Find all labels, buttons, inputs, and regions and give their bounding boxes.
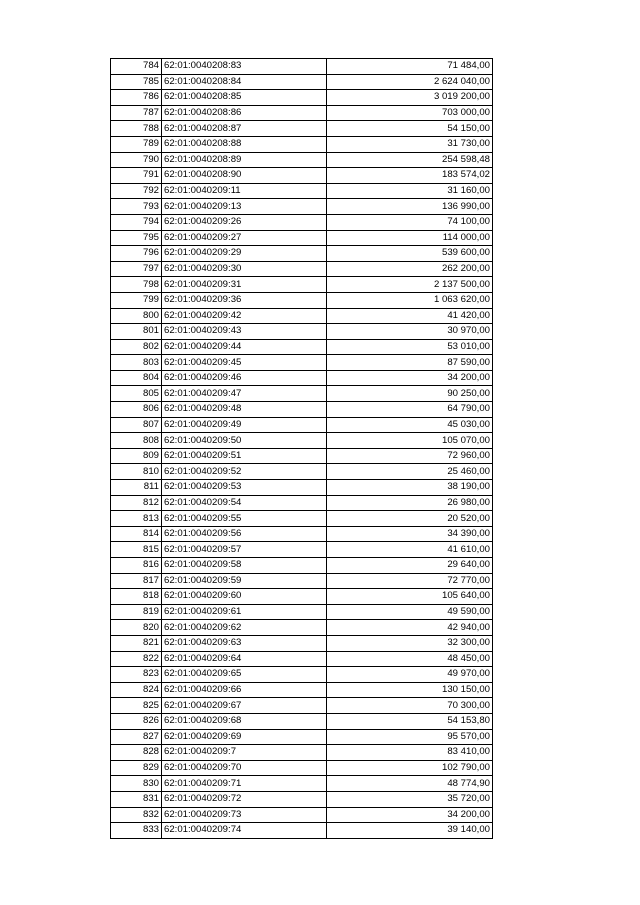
table-row bbox=[111, 324, 493, 340]
table-row bbox=[111, 74, 493, 90]
table-row bbox=[111, 121, 493, 137]
row-number: 793 bbox=[111, 199, 162, 215]
table-row bbox=[111, 433, 493, 449]
row-number: 796 bbox=[111, 246, 162, 262]
cadastral-value: 74 100,00 bbox=[327, 214, 493, 230]
row-number: 795 bbox=[111, 230, 162, 246]
cadastral-value: 254 598,48 bbox=[327, 152, 493, 168]
row-number: 791 bbox=[111, 168, 162, 184]
cadastral-number: 62:01:0040209:74 bbox=[162, 823, 327, 839]
cadastral-value: 130 150,00 bbox=[327, 682, 493, 698]
cadastral-value: 49 590,00 bbox=[327, 604, 493, 620]
cadastral-number: 62:01:0040209:44 bbox=[162, 339, 327, 355]
table-row bbox=[111, 558, 493, 574]
row-number: 813 bbox=[111, 511, 162, 527]
row-number: 786 bbox=[111, 90, 162, 106]
cadastral-value: 30 970,00 bbox=[327, 324, 493, 340]
table-row bbox=[111, 308, 493, 324]
row-number: 819 bbox=[111, 604, 162, 620]
row-number: 812 bbox=[111, 495, 162, 511]
row-number: 810 bbox=[111, 464, 162, 480]
table-row bbox=[111, 168, 493, 184]
row-number: 797 bbox=[111, 261, 162, 277]
row-number: 816 bbox=[111, 558, 162, 574]
cadastral-value: 703 000,00 bbox=[327, 105, 493, 121]
cadastral-value: 54 150,00 bbox=[327, 121, 493, 137]
row-number: 807 bbox=[111, 417, 162, 433]
table-row bbox=[111, 495, 493, 511]
table-row bbox=[111, 651, 493, 667]
row-number: 803 bbox=[111, 355, 162, 371]
row-number: 817 bbox=[111, 573, 162, 589]
cadastral-value: 539 600,00 bbox=[327, 246, 493, 262]
cadastral-value: 70 300,00 bbox=[327, 698, 493, 714]
row-number: 825 bbox=[111, 698, 162, 714]
cadastral-value: 31 730,00 bbox=[327, 136, 493, 152]
cadastral-value: 29 640,00 bbox=[327, 558, 493, 574]
cadastral-number: 62:01:0040209:56 bbox=[162, 526, 327, 542]
row-number: 823 bbox=[111, 667, 162, 683]
table-row bbox=[111, 573, 493, 589]
row-number: 832 bbox=[111, 807, 162, 823]
table-row bbox=[111, 59, 493, 75]
table-row bbox=[111, 355, 493, 371]
table-row bbox=[111, 90, 493, 106]
table-row bbox=[111, 152, 493, 168]
table-row bbox=[111, 261, 493, 277]
cadastral-value: 34 390,00 bbox=[327, 526, 493, 542]
cadastral-number: 62:01:0040209:58 bbox=[162, 558, 327, 574]
table-row bbox=[111, 386, 493, 402]
row-number: 802 bbox=[111, 339, 162, 355]
cadastral-value: 83 410,00 bbox=[327, 745, 493, 761]
cadastral-number: 62:01:0040209:42 bbox=[162, 308, 327, 324]
cadastral-number: 62:01:0040209:55 bbox=[162, 511, 327, 527]
table-row bbox=[111, 760, 493, 776]
table-row bbox=[111, 136, 493, 152]
cadastral-number: 62:01:0040209:52 bbox=[162, 464, 327, 480]
cadastral-number: 62:01:0040209:7 bbox=[162, 745, 327, 761]
cadastral-number: 62:01:0040209:64 bbox=[162, 651, 327, 667]
table-row bbox=[111, 682, 493, 698]
row-number: 822 bbox=[111, 651, 162, 667]
cadastral-value: 71 484,00 bbox=[327, 59, 493, 75]
cadastral-number: 62:01:0040208:89 bbox=[162, 152, 327, 168]
cadastral-number: 62:01:0040209:43 bbox=[162, 324, 327, 340]
cadastral-number: 62:01:0040209:71 bbox=[162, 776, 327, 792]
row-number: 820 bbox=[111, 620, 162, 636]
row-number: 818 bbox=[111, 589, 162, 605]
row-number: 821 bbox=[111, 635, 162, 651]
cadastral-number: 62:01:0040209:72 bbox=[162, 791, 327, 807]
row-number: 828 bbox=[111, 745, 162, 761]
row-number: 806 bbox=[111, 402, 162, 418]
table-row bbox=[111, 183, 493, 199]
table-row bbox=[111, 526, 493, 542]
cadastral-number: 62:01:0040209:61 bbox=[162, 604, 327, 620]
cadastral-number: 62:01:0040209:30 bbox=[162, 261, 327, 277]
table-row bbox=[111, 620, 493, 636]
table-row bbox=[111, 542, 493, 558]
cadastral-value: 35 720,00 bbox=[327, 791, 493, 807]
row-number: 799 bbox=[111, 292, 162, 308]
table-row bbox=[111, 604, 493, 620]
row-number: 784 bbox=[111, 59, 162, 75]
cadastral-number: 62:01:0040209:73 bbox=[162, 807, 327, 823]
row-number: 815 bbox=[111, 542, 162, 558]
table-row bbox=[111, 199, 493, 215]
table-row bbox=[111, 745, 493, 761]
cadastral-number: 62:01:0040209:54 bbox=[162, 495, 327, 511]
row-number: 808 bbox=[111, 433, 162, 449]
row-number: 792 bbox=[111, 183, 162, 199]
cadastral-number: 62:01:0040209:63 bbox=[162, 635, 327, 651]
cadastral-number: 62:01:0040209:62 bbox=[162, 620, 327, 636]
row-number: 830 bbox=[111, 776, 162, 792]
row-number: 787 bbox=[111, 105, 162, 121]
table-row bbox=[111, 511, 493, 527]
cadastral-value: 31 160,00 bbox=[327, 183, 493, 199]
data-table-container bbox=[110, 58, 493, 839]
row-number: 785 bbox=[111, 74, 162, 90]
cadastral-number: 62:01:0040209:67 bbox=[162, 698, 327, 714]
cadastral-number: 62:01:0040209:11 bbox=[162, 183, 327, 199]
cadastral-value: 48 774,90 bbox=[327, 776, 493, 792]
table-body bbox=[111, 59, 493, 839]
table-row bbox=[111, 214, 493, 230]
table-row bbox=[111, 729, 493, 745]
cadastral-number: 62:01:0040209:50 bbox=[162, 433, 327, 449]
table-row bbox=[111, 791, 493, 807]
cadastral-number: 62:01:0040209:60 bbox=[162, 589, 327, 605]
cadastral-value: 105 640,00 bbox=[327, 589, 493, 605]
row-number: 833 bbox=[111, 823, 162, 839]
row-number: 789 bbox=[111, 136, 162, 152]
cadastral-value: 95 570,00 bbox=[327, 729, 493, 745]
cadastral-value: 39 140,00 bbox=[327, 823, 493, 839]
cadastral-value: 102 790,00 bbox=[327, 760, 493, 776]
cadastral-number: 62:01:0040208:85 bbox=[162, 90, 327, 106]
cadastral-value: 53 010,00 bbox=[327, 339, 493, 355]
cadastral-value: 90 250,00 bbox=[327, 386, 493, 402]
cadastral-number: 62:01:0040209:47 bbox=[162, 386, 327, 402]
cadastral-number: 62:01:0040209:26 bbox=[162, 214, 327, 230]
cadastral-number: 62:01:0040209:69 bbox=[162, 729, 327, 745]
row-number: 804 bbox=[111, 370, 162, 386]
cadastral-number: 62:01:0040208:90 bbox=[162, 168, 327, 184]
cadastral-value: 72 770,00 bbox=[327, 573, 493, 589]
cadastral-number: 62:01:0040209:31 bbox=[162, 277, 327, 293]
row-number: 800 bbox=[111, 308, 162, 324]
cadastral-number: 62:01:0040208:87 bbox=[162, 121, 327, 137]
cadastral-value: 48 450,00 bbox=[327, 651, 493, 667]
cadastral-value: 64 790,00 bbox=[327, 402, 493, 418]
row-number: 805 bbox=[111, 386, 162, 402]
cadastral-value: 20 520,00 bbox=[327, 511, 493, 527]
table-row bbox=[111, 807, 493, 823]
row-number: 801 bbox=[111, 324, 162, 340]
table-row bbox=[111, 589, 493, 605]
table-row bbox=[111, 417, 493, 433]
cadastral-number: 62:01:0040209:49 bbox=[162, 417, 327, 433]
cadastral-value: 72 960,00 bbox=[327, 448, 493, 464]
row-number: 831 bbox=[111, 791, 162, 807]
cadastral-value: 136 990,00 bbox=[327, 199, 493, 215]
table-row bbox=[111, 776, 493, 792]
cadastral-value: 262 200,00 bbox=[327, 261, 493, 277]
row-number: 788 bbox=[111, 121, 162, 137]
cadastral-number: 62:01:0040209:45 bbox=[162, 355, 327, 371]
row-number: 798 bbox=[111, 277, 162, 293]
cadastral-number: 62:01:0040209:57 bbox=[162, 542, 327, 558]
table-row bbox=[111, 292, 493, 308]
row-number: 811 bbox=[111, 480, 162, 496]
cadastral-number: 62:01:0040209:53 bbox=[162, 480, 327, 496]
cadastral-value: 114 000,00 bbox=[327, 230, 493, 246]
cadastral-value: 42 940,00 bbox=[327, 620, 493, 636]
table-row bbox=[111, 105, 493, 121]
cadastral-value: 183 574,02 bbox=[327, 168, 493, 184]
cadastral-value: 1 063 620,00 bbox=[327, 292, 493, 308]
row-number: 829 bbox=[111, 760, 162, 776]
table-row bbox=[111, 635, 493, 651]
row-number: 824 bbox=[111, 682, 162, 698]
table-row bbox=[111, 698, 493, 714]
cadastral-value: 105 070,00 bbox=[327, 433, 493, 449]
row-number: 826 bbox=[111, 713, 162, 729]
cadastral-value: 38 190,00 bbox=[327, 480, 493, 496]
cadastral-value: 41 420,00 bbox=[327, 308, 493, 324]
cadastral-value: 45 030,00 bbox=[327, 417, 493, 433]
cadastral-number: 62:01:0040209:13 bbox=[162, 199, 327, 215]
cadastral-number: 62:01:0040209:36 bbox=[162, 292, 327, 308]
row-number: 827 bbox=[111, 729, 162, 745]
cadastral-value: 87 590,00 bbox=[327, 355, 493, 371]
cadastral-value: 41 610,00 bbox=[327, 542, 493, 558]
table-row bbox=[111, 713, 493, 729]
table-row bbox=[111, 230, 493, 246]
table-row bbox=[111, 339, 493, 355]
cadastral-number: 62:01:0040209:48 bbox=[162, 402, 327, 418]
cadastral-value: 49 970,00 bbox=[327, 667, 493, 683]
row-number: 809 bbox=[111, 448, 162, 464]
table-row bbox=[111, 823, 493, 839]
table-row bbox=[111, 480, 493, 496]
cadastral-number: 62:01:0040209:46 bbox=[162, 370, 327, 386]
cadastral-number: 62:01:0040208:84 bbox=[162, 74, 327, 90]
cadastral-value: 2 624 040,00 bbox=[327, 74, 493, 90]
cadastral-number: 62:01:0040208:86 bbox=[162, 105, 327, 121]
cadastral-value: 34 200,00 bbox=[327, 370, 493, 386]
cadastral-value: 54 153,80 bbox=[327, 713, 493, 729]
table-row bbox=[111, 402, 493, 418]
cadastral-number: 62:01:0040209:65 bbox=[162, 667, 327, 683]
cadastral-value: 2 137 500,00 bbox=[327, 277, 493, 293]
cadastral-number: 62:01:0040208:83 bbox=[162, 59, 327, 75]
cadastral-value: 34 200,00 bbox=[327, 807, 493, 823]
row-number: 790 bbox=[111, 152, 162, 168]
cadastral-value: 32 300,00 bbox=[327, 635, 493, 651]
table-row bbox=[111, 277, 493, 293]
cadastral-number: 62:01:0040209:51 bbox=[162, 448, 327, 464]
table-row bbox=[111, 667, 493, 683]
table-row bbox=[111, 448, 493, 464]
cadastral-value-table bbox=[110, 58, 493, 839]
cadastral-number: 62:01:0040208:88 bbox=[162, 136, 327, 152]
row-number: 814 bbox=[111, 526, 162, 542]
cadastral-number: 62:01:0040209:70 bbox=[162, 760, 327, 776]
cadastral-number: 62:01:0040209:68 bbox=[162, 713, 327, 729]
table-row bbox=[111, 246, 493, 262]
cadastral-value: 25 460,00 bbox=[327, 464, 493, 480]
cadastral-number: 62:01:0040209:27 bbox=[162, 230, 327, 246]
table-row bbox=[111, 464, 493, 480]
row-number: 794 bbox=[111, 214, 162, 230]
cadastral-number: 62:01:0040209:29 bbox=[162, 246, 327, 262]
cadastral-number: 62:01:0040209:59 bbox=[162, 573, 327, 589]
cadastral-value: 26 980,00 bbox=[327, 495, 493, 511]
cadastral-number: 62:01:0040209:66 bbox=[162, 682, 327, 698]
table-row bbox=[111, 370, 493, 386]
cadastral-value: 3 019 200,00 bbox=[327, 90, 493, 106]
